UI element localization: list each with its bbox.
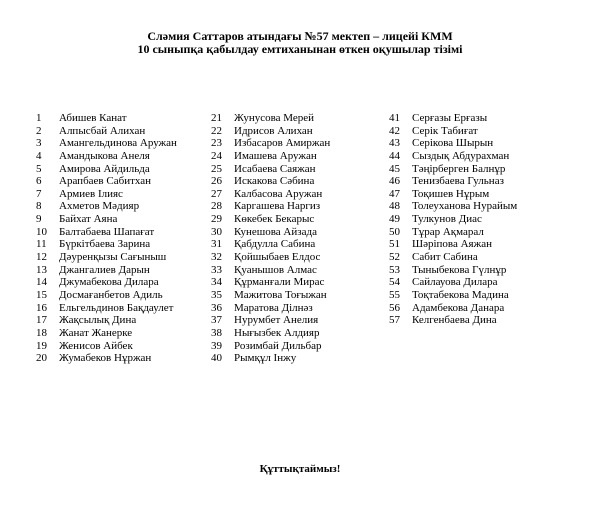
student-row	[36, 137, 177, 150]
student-row	[389, 125, 517, 138]
student-row	[211, 200, 330, 213]
student-name: Көкебек Бекарыс	[234, 213, 315, 226]
student-name: Армиев Ілияс	[59, 187, 123, 200]
student-number: 52	[389, 251, 400, 264]
student-name: Жунусова Мерей	[234, 112, 315, 124]
student-number: 43	[389, 137, 400, 150]
student-row	[389, 150, 517, 163]
student-row	[211, 238, 330, 251]
student-row	[211, 264, 330, 277]
student-name: Исабаева Саяжан	[234, 162, 316, 175]
student-row	[389, 200, 517, 213]
student-row	[36, 175, 177, 188]
student-number: 38	[211, 326, 222, 339]
student-row	[211, 251, 330, 264]
student-row	[211, 289, 330, 302]
student-number: 35	[211, 288, 222, 301]
student-name: Тыныбекова Гүлнұр	[412, 263, 507, 276]
student-list-column-1	[36, 112, 177, 365]
student-name: Калбасова Аружан	[234, 187, 323, 200]
student-number: 45	[389, 162, 400, 175]
student-list-column-3	[389, 112, 517, 327]
student-name: Тенизбаева Гульназ	[412, 175, 504, 188]
student-row	[389, 238, 517, 251]
student-number: 57	[389, 314, 400, 327]
student-row	[211, 112, 330, 125]
student-name: Сыздық Абдурахман	[412, 149, 510, 162]
student-row	[36, 327, 177, 340]
student-name: Сайлауова Дилара	[412, 276, 498, 289]
student-number: 25	[211, 162, 222, 175]
student-name: Мажитова Тоғыжан	[234, 288, 327, 301]
student-row	[36, 302, 177, 315]
student-name: Джумабекова Дилара	[59, 276, 159, 289]
student-number: 17	[36, 314, 47, 327]
student-number: 14	[36, 276, 47, 289]
student-name: Қуанышов Алмас	[234, 263, 317, 276]
student-number: 53	[389, 263, 400, 276]
student-row	[36, 226, 177, 239]
student-number: 47	[389, 187, 400, 200]
student-row	[211, 276, 330, 289]
student-number: 29	[211, 213, 222, 226]
student-number: 54	[389, 276, 400, 289]
student-name: Келгенбаева Дина	[412, 314, 497, 327]
student-number: 39	[211, 339, 222, 352]
student-number: 10	[36, 225, 47, 238]
student-number: 7	[36, 187, 42, 200]
student-name: Дәуренқызы Сағыныш	[59, 251, 167, 264]
student-name: Қойшыбаев Елдос	[234, 251, 321, 264]
list-title: 10 сыныпқа қабылдау емтиханынан өткен оқушылар тізімі	[137, 42, 463, 56]
student-number: 44	[389, 149, 400, 162]
student-row	[211, 226, 330, 239]
student-row	[389, 137, 517, 150]
student-number: 22	[211, 124, 222, 137]
student-name: Маратова Ділнәз	[234, 301, 313, 314]
student-name: Амандыкова Анеля	[59, 149, 150, 162]
student-number: 46	[389, 175, 400, 188]
student-number: 41	[389, 112, 400, 124]
student-name: Сабит Сабина	[412, 251, 478, 264]
student-name: Құрманғали Мирас	[234, 276, 325, 289]
student-number: 40	[211, 352, 222, 365]
student-row	[36, 352, 177, 365]
student-number: 2	[36, 124, 42, 137]
student-name: Тулкунов Диас	[412, 213, 482, 226]
student-name: Тоқтабекова Мадина	[412, 288, 509, 301]
student-name: Тұрар Ақмарал	[412, 225, 484, 238]
student-name: Жанат Жанерке	[59, 326, 133, 339]
student-name: Қабдулла Сабина	[234, 238, 316, 251]
student-name: Имашева Аружан	[234, 149, 317, 162]
student-name: Серік Табиғат	[412, 124, 478, 137]
student-name: Избасаров Амиржан	[234, 137, 331, 150]
student-row	[36, 314, 177, 327]
student-name: Серікова Шырын	[412, 137, 494, 150]
student-row	[36, 276, 177, 289]
student-number: 42	[389, 124, 400, 137]
student-row	[211, 213, 330, 226]
student-number: 3	[36, 137, 42, 150]
student-number: 23	[211, 137, 222, 150]
student-number: 12	[36, 251, 47, 264]
student-row	[389, 112, 517, 125]
student-row	[36, 340, 177, 353]
student-row	[36, 112, 177, 125]
student-name: Досмағанбетов Адиль	[59, 288, 163, 301]
student-row	[211, 327, 330, 340]
student-row	[36, 200, 177, 213]
student-row	[211, 175, 330, 188]
student-number: 31	[211, 238, 222, 251]
student-name: Абишев Канат	[59, 112, 127, 124]
student-row	[211, 137, 330, 150]
student-row	[36, 289, 177, 302]
student-name: Тоқишев Нұрым	[412, 187, 490, 200]
student-name: Каргашева Наргиз	[234, 200, 321, 213]
student-name: Кунешова Айзада	[234, 225, 317, 238]
student-name: Толеуханова Нурайым	[412, 200, 518, 213]
school-title: Сләмия Саттаров атындағы №57 мектеп – лицейі КММ	[147, 29, 453, 43]
student-name: Балтабаева Шапағат	[59, 225, 155, 238]
student-name: Амирова Айдильда	[59, 162, 150, 175]
student-row	[36, 125, 177, 138]
student-row	[389, 314, 517, 327]
student-number: 51	[389, 238, 400, 251]
student-name: Нурумбет Анелия	[234, 314, 319, 327]
student-row	[211, 314, 330, 327]
student-row	[36, 251, 177, 264]
student-row	[211, 163, 330, 176]
student-number: 55	[389, 288, 400, 301]
student-number: 36	[211, 301, 222, 314]
student-name: Амангельдинова Аружан	[59, 137, 177, 150]
student-name: Розимбай Дильбар	[234, 339, 322, 352]
student-name: Женисов Айбек	[59, 339, 133, 352]
student-row	[389, 226, 517, 239]
student-row	[389, 302, 517, 315]
student-number: 5	[36, 162, 42, 175]
student-name: Идрисов Алихан	[234, 124, 313, 137]
student-number: 26	[211, 175, 222, 188]
student-row	[36, 188, 177, 201]
student-row	[389, 188, 517, 201]
student-row	[211, 125, 330, 138]
student-row	[389, 175, 517, 188]
student-number: 32	[211, 251, 222, 264]
student-row	[389, 163, 517, 176]
document-header	[0, 30, 600, 56]
student-number: 9	[36, 213, 42, 226]
student-name: Нығызбек Алдияр	[234, 326, 320, 339]
student-list-column-2	[211, 112, 330, 365]
student-row	[36, 238, 177, 251]
student-number: 21	[211, 112, 222, 124]
student-number: 6	[36, 175, 42, 188]
student-number: 28	[211, 200, 222, 213]
student-number: 24	[211, 149, 222, 162]
student-number: 27	[211, 187, 222, 200]
student-name: Джангалиев Дарын	[59, 263, 150, 276]
student-number: 16	[36, 301, 47, 314]
student-number: 18	[36, 326, 47, 339]
student-row	[36, 213, 177, 226]
student-row	[211, 340, 330, 353]
student-row	[389, 213, 517, 226]
student-row	[36, 163, 177, 176]
student-name: Жақсылық Дина	[59, 314, 137, 327]
student-name: Искакова Сәбина	[234, 175, 315, 188]
student-row	[211, 302, 330, 315]
student-number: 8	[36, 200, 42, 213]
student-number: 49	[389, 213, 400, 226]
congratulations-text: Құттықтаймыз!	[259, 463, 341, 475]
student-row	[389, 289, 517, 302]
student-row	[211, 150, 330, 163]
student-name: Алпысбай Алихан	[59, 124, 146, 137]
student-number: 50	[389, 225, 400, 238]
student-row	[211, 352, 330, 365]
student-name: Байхат Аяна	[59, 213, 118, 226]
student-row	[36, 150, 177, 163]
student-number: 13	[36, 263, 47, 276]
student-row	[389, 251, 517, 264]
student-row	[389, 264, 517, 277]
student-name: Ахметов Мәдияр	[59, 200, 140, 213]
student-number: 20	[36, 352, 47, 365]
student-name: Адамбекова Данара	[412, 301, 505, 314]
student-name: Серғазы Ерғазы	[412, 112, 488, 124]
student-number: 56	[389, 301, 400, 314]
student-name: Бүркітбаева Зарина	[59, 238, 151, 251]
student-number: 15	[36, 288, 47, 301]
student-number: 1	[36, 112, 42, 124]
student-number: 30	[211, 225, 222, 238]
student-number: 4	[36, 149, 42, 162]
student-number: 33	[211, 263, 222, 276]
student-number: 48	[389, 200, 400, 213]
student-name: Шәріпова Аяжан	[412, 238, 492, 251]
student-row	[389, 276, 517, 289]
student-name: Рымқұл Інжу	[234, 352, 297, 365]
student-row	[36, 264, 177, 277]
student-name: Жумабеков Нұржан	[59, 352, 152, 365]
student-number: 11	[36, 238, 47, 251]
student-name: Тәңірберген Балнұр	[412, 162, 506, 175]
student-name: Ельгельдинов Бақдаулет	[59, 301, 174, 314]
student-row	[211, 188, 330, 201]
student-number: 34	[211, 276, 222, 289]
student-number: 19	[36, 339, 47, 352]
student-number: 37	[211, 314, 222, 327]
student-name: Арапбаев Сабитхан	[59, 175, 152, 188]
